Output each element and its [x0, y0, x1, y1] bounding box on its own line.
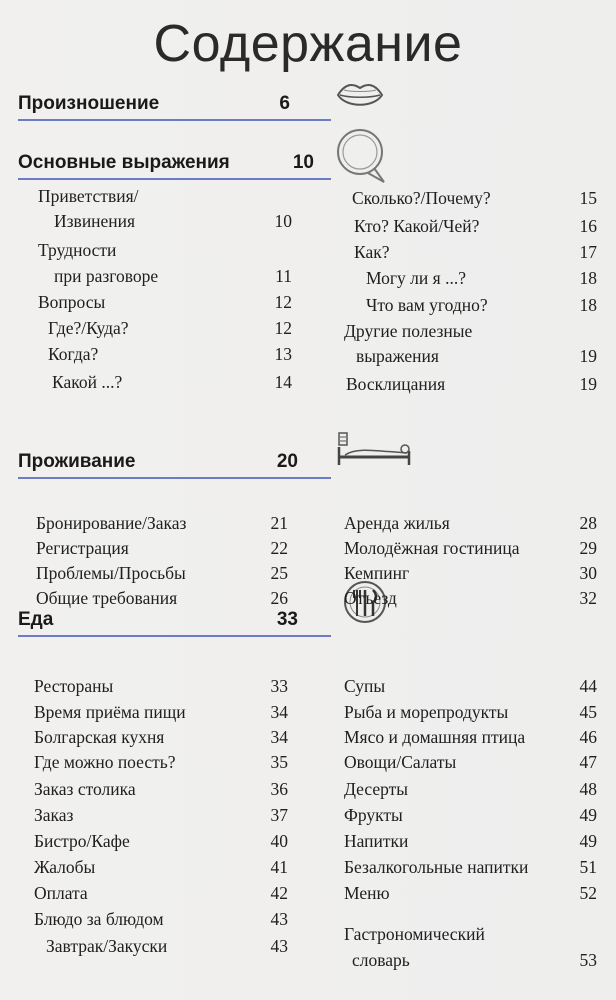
section-underline	[18, 477, 331, 479]
toc-page: 18	[579, 295, 597, 315]
toc-page: 12	[274, 292, 292, 312]
toc-page: 37	[270, 805, 288, 825]
section-page: 20	[276, 451, 298, 472]
speech-bubble-icon	[332, 126, 388, 186]
toc-entry[interactable]: Кто? Какой/Чей?	[354, 216, 480, 236]
toc-entry[interactable]: Десерты	[344, 779, 409, 799]
toc-entry[interactable]: Другие полезные	[344, 321, 473, 341]
toc-entry[interactable]: Аренда жилья	[344, 513, 450, 533]
toc-entry[interactable]: Заказ	[34, 805, 74, 825]
toc-page: 34	[270, 727, 288, 747]
toc-page: 19	[579, 346, 597, 366]
toc-page: 46	[579, 727, 597, 747]
toc-entry[interactable]: Время приёма пищи	[34, 702, 186, 722]
toc-page: 42	[270, 883, 288, 903]
toc-page: 16	[579, 216, 597, 236]
section-page: 10	[292, 152, 314, 173]
toc-entry[interactable]: Восклицания	[346, 374, 446, 394]
section-page: 33	[276, 609, 298, 630]
toc-entry[interactable]: Молодёжная гостиница	[344, 538, 520, 558]
toc-page: 11	[275, 266, 292, 286]
toc-page: 29	[579, 538, 597, 558]
toc-entry[interactable]: Напитки	[344, 831, 409, 851]
toc-entry[interactable]: словарь	[352, 950, 410, 970]
toc-page: 44	[579, 676, 597, 696]
toc-entry[interactable]: Заказ столика	[34, 779, 136, 799]
toc-entry[interactable]: Отъезд	[344, 588, 397, 608]
toc-entry[interactable]: Овощи/Салаты	[344, 752, 457, 772]
toc-entry[interactable]: Оплата	[34, 883, 88, 903]
toc-entry[interactable]: Бистро/Кафе	[34, 831, 130, 851]
section-underline	[18, 635, 331, 637]
toc-page: 17	[579, 242, 597, 262]
bed-icon	[337, 431, 415, 467]
toc-entry[interactable]: Супы	[344, 676, 386, 696]
page-title: Содержание	[153, 15, 463, 73]
toc-entry[interactable]: Завтрак/Закуски	[46, 936, 168, 956]
toc-page: 15	[579, 188, 597, 208]
toc-entry[interactable]: Фрукты	[344, 805, 403, 825]
toc-entry[interactable]: выражения	[356, 346, 439, 366]
toc-entry[interactable]: Блюдо за блюдом	[34, 909, 164, 929]
toc-page: 18	[579, 268, 597, 288]
toc-entry[interactable]: Извинения	[54, 211, 136, 231]
toc-entry[interactable]: Бронирование/Заказ	[36, 513, 187, 533]
toc-page: 32	[579, 588, 597, 608]
toc-page: 22	[270, 538, 288, 558]
toc-page: 45	[579, 702, 597, 722]
toc-entry[interactable]: Могу ли я ...?	[366, 268, 466, 288]
toc-entry[interactable]: Приветствия/	[38, 186, 139, 206]
toc-entry[interactable]: Рыба и морепродукты	[344, 702, 509, 722]
toc-entry[interactable]: Когда?	[48, 344, 99, 364]
section-underline	[18, 178, 331, 180]
toc-entry[interactable]: Меню	[344, 883, 390, 903]
section-title[interactable]: Произношение	[18, 93, 160, 114]
section-page: 6	[279, 93, 290, 114]
toc-entry[interactable]: Болгарская кухня	[34, 727, 165, 747]
section-title[interactable]: Основные выражения	[18, 152, 230, 173]
toc-entry[interactable]: Жалобы	[34, 857, 96, 877]
toc-page: 33	[270, 676, 288, 696]
toc-page: 10	[274, 211, 292, 231]
toc-page: 43	[270, 909, 288, 929]
toc-page: 19	[579, 374, 597, 394]
toc-entry[interactable]: Трудности	[38, 240, 117, 260]
toc-entry[interactable]: Безалкогольные напитки	[344, 857, 529, 877]
toc-page: 21	[270, 513, 288, 533]
toc-page: 47	[579, 752, 597, 772]
toc-entry[interactable]: Рестораны	[34, 676, 114, 696]
toc-entry[interactable]: Регистрация	[36, 538, 129, 558]
toc-page: 36	[270, 779, 288, 799]
toc-page: 26	[270, 588, 288, 608]
toc-page: 52	[579, 883, 597, 903]
toc-page: 14	[274, 372, 292, 392]
toc-page: 28	[579, 513, 597, 533]
toc-page: 48	[579, 779, 597, 799]
toc-entry[interactable]: Где можно поесть?	[34, 752, 176, 772]
toc-page: 25	[270, 563, 288, 583]
toc-entry[interactable]: Мясо и домашняя птица	[344, 727, 526, 747]
section-title[interactable]: Еда	[18, 609, 54, 630]
toc-page: 51	[579, 857, 597, 877]
toc-entry[interactable]: Где?/Куда?	[48, 318, 129, 338]
toc-page: 49	[579, 805, 597, 825]
toc-page: 12	[274, 318, 292, 338]
section-underline	[18, 119, 331, 121]
toc-page: 53	[579, 950, 597, 970]
toc-entry[interactable]: Общие требования	[36, 588, 178, 608]
toc-entry[interactable]: Сколько?/Почему?	[352, 188, 491, 208]
toc-page: 30	[579, 563, 597, 583]
toc-page: 41	[270, 857, 288, 877]
toc-page: 40	[270, 831, 288, 851]
toc-entry[interactable]: Проблемы/Просьбы	[36, 563, 186, 583]
toc-entry[interactable]: Вопросы	[38, 292, 106, 312]
toc-entry[interactable]: Кемпинг	[344, 563, 410, 583]
toc-page: 34	[270, 702, 288, 722]
toc-page: 49	[579, 831, 597, 851]
toc-entry[interactable]: Что вам угодно?	[366, 295, 488, 315]
toc-entry[interactable]: при разговоре	[54, 266, 159, 286]
section-title[interactable]: Проживание	[18, 451, 136, 472]
toc-page: 35	[270, 752, 288, 772]
toc-page: 13	[274, 344, 292, 364]
toc-entry[interactable]: Гастрономический	[344, 924, 485, 944]
toc-page: 43	[270, 936, 288, 956]
toc-entry[interactable]: Как?	[354, 242, 390, 262]
toc-entry[interactable]: Какой ...?	[52, 372, 123, 392]
lips-icon	[336, 78, 384, 112]
